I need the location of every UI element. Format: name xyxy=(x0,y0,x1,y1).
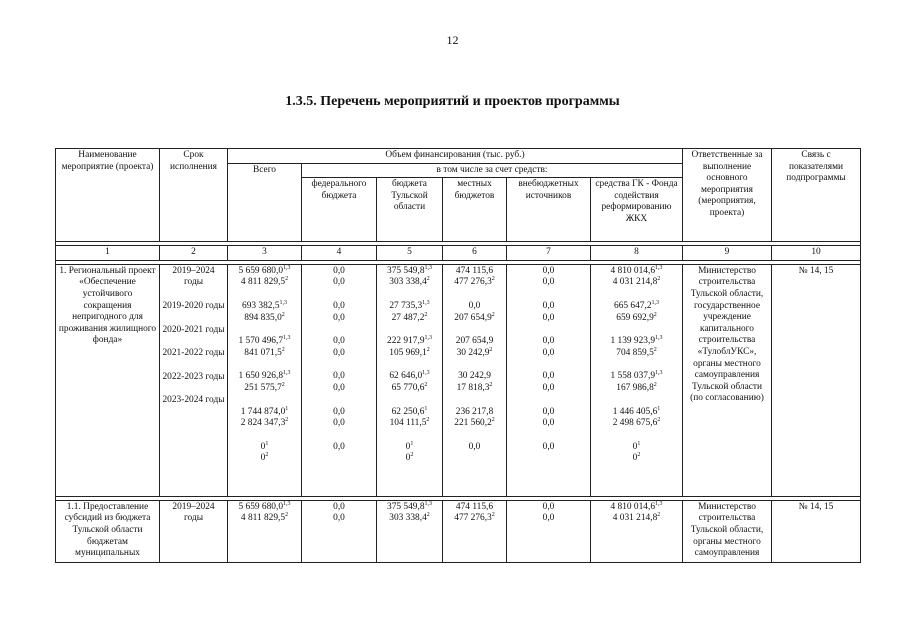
value-text: 0,0 xyxy=(333,347,345,358)
value-text: 894 835,0$^2$ xyxy=(244,311,285,323)
period-block xyxy=(593,301,680,324)
footnote-mark: 2 xyxy=(281,346,285,353)
period-block xyxy=(162,301,225,313)
value-text: 0,0 xyxy=(468,300,481,311)
period-block xyxy=(445,442,504,465)
footnote-mark: 1,3 xyxy=(422,299,430,306)
period-block xyxy=(230,407,299,430)
value-text xyxy=(445,453,504,465)
footnote-mark: 2 xyxy=(281,311,285,318)
footnote-mark: 2 xyxy=(424,311,428,318)
value-text: 0,0 xyxy=(333,382,345,393)
value-text: 2 824 347,3$^2$ xyxy=(240,417,289,429)
footnote-mark: 2 xyxy=(424,381,428,388)
value-text: 0,0 xyxy=(468,441,481,452)
footnote-mark: 2 xyxy=(491,276,495,283)
value-text: 0,0 xyxy=(542,300,555,311)
footnote-mark: 1 xyxy=(410,440,414,447)
page-number: 12 xyxy=(446,33,459,47)
value-text: 62 646,0$^{1,3}$ xyxy=(389,370,430,382)
value-text: 1 744 874,0$^1$ xyxy=(240,405,289,417)
value-text: 1 558 037,9$^{1,3}$ xyxy=(610,370,663,382)
value-text: 17 818,3$^2$ xyxy=(456,381,493,393)
value-text: 665 647,2$^{1,3}$ xyxy=(614,299,659,311)
period-block xyxy=(593,407,680,430)
footnote-mark: 2 xyxy=(426,417,430,423)
value-text: 104 111,5$^2$ xyxy=(389,417,430,429)
period-block xyxy=(230,502,299,525)
footnote-mark: 1,3 xyxy=(283,264,291,271)
header-link: Связь с показателями подпрограммы xyxy=(772,149,861,242)
footnote-mark: 2 xyxy=(637,452,641,459)
value-text: 0,0 xyxy=(542,382,555,393)
footnote-mark: 1,3 xyxy=(422,370,430,377)
value-text: 65 770,6$^2$ xyxy=(391,381,428,393)
period-block xyxy=(509,336,588,359)
header-local: местных бюджетов xyxy=(443,178,507,242)
period-block xyxy=(379,442,440,465)
footnote-mark: 2 xyxy=(285,512,289,519)
row-federal xyxy=(302,264,377,496)
value-text: $0^1$ xyxy=(632,440,641,452)
footnote-mark: 1 xyxy=(637,440,641,447)
value-text: 0,0 xyxy=(333,265,345,276)
period-block xyxy=(445,371,504,394)
footnote-mark: 2 xyxy=(653,311,657,318)
period-block xyxy=(304,502,374,525)
col-number: 8 xyxy=(591,246,683,261)
header-regional: бюджета Тульской области xyxy=(377,178,443,242)
footnote-mark: 1,3 xyxy=(655,264,663,271)
row-extra xyxy=(507,500,591,562)
term-text: 2019-2020 годы xyxy=(162,300,225,311)
value-text: $0^1$ xyxy=(260,440,269,452)
row-responsible: Министерство строительства Тульской области, государственное учреждение капитального строительства «ТулоблУКС», органы местного самоуправления Тульской области (по согласованию) xyxy=(683,264,772,496)
row-link: № 14, 15 xyxy=(772,264,861,496)
footnote-mark: 2 xyxy=(489,346,493,353)
table-row xyxy=(56,500,861,562)
row-terms xyxy=(160,264,228,496)
col-number: 6 xyxy=(443,246,507,261)
header-total: Всего xyxy=(228,163,302,242)
period-block xyxy=(162,395,225,407)
period-block xyxy=(509,266,588,289)
period-block xyxy=(593,502,680,525)
value-text: 0,0 xyxy=(542,418,555,429)
period-block xyxy=(162,266,225,289)
row-local xyxy=(443,500,507,562)
period-block xyxy=(445,407,504,430)
program-table xyxy=(55,148,861,563)
value-text: 0,0 xyxy=(333,406,345,417)
footnote-mark: 2 xyxy=(657,512,661,519)
value-text: 375 549,8$^{1,3}$ xyxy=(387,264,432,276)
value-text: 0,0 xyxy=(333,336,345,347)
period-block xyxy=(304,336,374,359)
value-text: 477 276,3$^2$ xyxy=(454,512,495,524)
footnote-mark: 2 xyxy=(657,276,661,283)
value-text: 4 810 014,6$^{1,3}$ xyxy=(610,264,663,276)
value-text xyxy=(304,453,374,465)
footnote-mark: 2 xyxy=(285,276,289,283)
footnote-mark: 2 xyxy=(489,381,493,388)
value-text: 693 382,5$^{1,3}$ xyxy=(242,299,287,311)
row-fund xyxy=(591,500,683,562)
footnote-mark: 2 xyxy=(653,346,657,353)
period-block xyxy=(379,407,440,430)
value-text: 27 487,2$^2$ xyxy=(391,311,428,323)
period-block xyxy=(162,325,225,337)
period-block xyxy=(445,266,504,289)
footnote-mark: 1 xyxy=(285,405,289,412)
period-block xyxy=(304,266,374,289)
header-federal: федерального бюджета xyxy=(302,178,377,242)
period-block xyxy=(162,502,225,525)
row-responsible: Министерство строительства Тульской области, органы местного самоуправления xyxy=(683,500,772,562)
value-text: $0^2$ xyxy=(632,452,641,464)
value-text: 222 917,9$^{1,3}$ xyxy=(387,335,432,347)
header-extra: внебюджетных источников xyxy=(507,178,591,242)
period-block xyxy=(162,348,225,360)
header-row xyxy=(56,149,861,164)
footnote-mark: 1,3 xyxy=(655,370,663,377)
value-text xyxy=(509,453,588,465)
footnote-mark: 2 xyxy=(265,452,269,459)
footnote-mark: 1 xyxy=(424,405,428,412)
value-text: 221 560,2$^2$ xyxy=(454,417,495,429)
value-text: 62 250,6$^1$ xyxy=(391,405,428,417)
value-text: 704 859,5$^2$ xyxy=(616,346,657,358)
term-text: 2022-2023 годы xyxy=(162,371,225,382)
value-text: 0,0 xyxy=(542,441,555,452)
value-text: 477 276,3$^2$ xyxy=(454,276,495,288)
value-text: 0,0 xyxy=(333,501,345,512)
value-text: 105 969,1$^2$ xyxy=(389,346,430,358)
header-funding: Объем финансирования (тыс. руб.) xyxy=(228,149,683,164)
value-text: 207 654,9 xyxy=(455,336,494,347)
period-block xyxy=(445,502,504,525)
value-text: 659 692,9$^2$ xyxy=(616,311,657,323)
header-term: Срок исполнения xyxy=(160,149,228,242)
value-text: 4 031 214,8$^2$ xyxy=(612,512,661,524)
footnote-mark: 2 xyxy=(426,346,430,353)
col-number: 3 xyxy=(228,246,302,261)
period-block xyxy=(509,502,588,525)
period-block xyxy=(230,336,299,359)
footnote-mark: 1,3 xyxy=(424,264,432,271)
value-text: 0,0 xyxy=(542,265,555,276)
value-text: 167 986,8$^2$ xyxy=(616,381,657,393)
period-block xyxy=(230,301,299,324)
value-text: 303 338,4$^2$ xyxy=(389,512,430,524)
period-block xyxy=(304,407,374,430)
period-block xyxy=(379,336,440,359)
value-text: 0,0 xyxy=(542,371,555,382)
row-local xyxy=(443,264,507,496)
value-text: 0,0 xyxy=(542,347,555,358)
col-number: 4 xyxy=(302,246,377,261)
value-text: 30 242,9 xyxy=(458,371,491,382)
footnote-mark: 2 xyxy=(491,311,495,318)
value-text: 4 811 829,5$^2$ xyxy=(240,276,289,288)
value-text: 0,0 xyxy=(333,371,345,382)
header-responsible: Ответственные за выполнение основного мероприятия (мероприятия, проекта) xyxy=(683,149,772,242)
period-block xyxy=(162,372,225,384)
value-text: 474 115,6 xyxy=(455,265,494,276)
period-block xyxy=(445,301,504,324)
period-block xyxy=(379,502,440,525)
footnote-mark: 1,3 xyxy=(651,299,659,306)
footnote-mark: 2 xyxy=(426,512,430,519)
column-numbers-row xyxy=(56,246,861,261)
value-text: 30 242,9$^2$ xyxy=(456,346,493,358)
value-text: 0,0 xyxy=(542,277,555,288)
period-block xyxy=(593,442,680,465)
period-block xyxy=(593,266,680,289)
period-block xyxy=(304,371,374,394)
period-block xyxy=(509,442,588,465)
footnote-mark: 2 xyxy=(426,276,430,283)
term-text: 2021-2022 годы xyxy=(162,348,225,359)
period-block xyxy=(445,336,504,359)
period-block xyxy=(379,301,440,324)
period-block xyxy=(304,301,374,324)
value-text: 375 549,8$^{1,3}$ xyxy=(387,500,432,512)
period-block xyxy=(304,442,374,465)
footnote-mark: 1,3 xyxy=(655,500,663,507)
footnote-mark: 2 xyxy=(491,417,495,423)
period-block xyxy=(230,371,299,394)
col-number: 5 xyxy=(377,246,443,261)
col-number: 10 xyxy=(772,246,861,261)
term-text: 2019–2024 годы xyxy=(172,501,215,524)
period-block xyxy=(509,407,588,430)
term-text: 2019–2024 годы xyxy=(172,265,215,288)
footnote-mark: 2 xyxy=(653,381,657,388)
value-text: 1 446 405,6$^1$ xyxy=(612,405,661,417)
footnote-mark: 2 xyxy=(410,452,414,459)
value-text: 0,0 xyxy=(333,513,345,524)
page-title: 1.3.5. Перечень мероприятий и проектов программы xyxy=(285,94,620,109)
row-link: № 14, 15 xyxy=(772,500,861,562)
value-text: 303 338,4$^2$ xyxy=(389,276,430,288)
value-text: 0,0 xyxy=(333,300,345,311)
value-text: 5 659 680,0$^{1,3}$ xyxy=(238,500,291,512)
value-text: 841 071,5$^2$ xyxy=(244,346,285,358)
footnote-mark: 1,3 xyxy=(424,335,432,342)
value-text: 4 810 014,6$^{1,3}$ xyxy=(610,500,663,512)
period-block xyxy=(379,371,440,394)
footnote-mark: 1,3 xyxy=(283,335,291,342)
value-text: 5 659 680,0$^{1,3}$ xyxy=(238,264,291,276)
term-text: 2020-2021 годы xyxy=(162,324,225,335)
table-row xyxy=(56,264,861,496)
row-name: 1. Региональный проект «Обеспечение устойчивого сокращения непригодного для проживания жилищного фонда» xyxy=(56,264,160,496)
footnote-mark: 1,3 xyxy=(655,335,663,342)
row-extra xyxy=(507,264,591,496)
value-text: 4 031 214,8$^2$ xyxy=(612,276,661,288)
row-federal xyxy=(302,500,377,562)
footnote-mark: 1,3 xyxy=(279,299,287,306)
value-text: 251 575,7$^2$ xyxy=(244,381,285,393)
row-terms xyxy=(160,500,228,562)
footnote-mark: 2 xyxy=(285,417,289,423)
value-text: 0,0 xyxy=(333,277,345,288)
row-fund xyxy=(591,264,683,496)
value-text: 4 811 829,5$^2$ xyxy=(240,512,289,524)
value-text: $0^2$ xyxy=(260,452,269,464)
header-fund: средства ГК - Фонда содействия реформированию ЖКХ xyxy=(591,178,683,242)
value-text: 207 654,9$^2$ xyxy=(454,311,495,323)
footnote-mark: 1 xyxy=(265,440,269,447)
value-text: 0,0 xyxy=(542,406,555,417)
value-text: 1 570 496,7$^{1,3}$ xyxy=(238,335,291,347)
value-text: $0^1$ xyxy=(405,440,414,452)
col-number: 7 xyxy=(507,246,591,261)
footnote-mark: 1,3 xyxy=(424,500,432,507)
col-number: 2 xyxy=(160,246,228,261)
period-block xyxy=(593,336,680,359)
footnote-mark: 2 xyxy=(657,417,661,423)
footnote-mark: 1,3 xyxy=(283,500,291,507)
value-text: 0,0 xyxy=(333,418,345,429)
header-name: Наименование мероприятие (проекта) xyxy=(56,149,160,242)
value-text: 0,0 xyxy=(333,312,345,323)
value-text: 0,0 xyxy=(333,441,345,452)
footnote-mark: 1,3 xyxy=(283,370,291,377)
row-regional xyxy=(377,500,443,562)
value-text: 474 115,6 xyxy=(455,501,494,512)
col-number: 9 xyxy=(683,246,772,261)
period-block xyxy=(509,301,588,324)
term-text: 2023-2024 годы xyxy=(162,395,225,406)
footnote-mark: 2 xyxy=(281,381,285,388)
footnote-mark: 2 xyxy=(491,512,495,519)
period-block xyxy=(379,266,440,289)
period-block xyxy=(230,442,299,465)
value-text: 236 217,8 xyxy=(455,406,494,417)
period-block xyxy=(593,371,680,394)
period-block xyxy=(230,266,299,289)
value-text: 27 735,3$^{1,3}$ xyxy=(389,299,430,311)
value-text: 0,0 xyxy=(542,513,555,524)
row-name: 1.1. Предоставление субсидий из бюджета Тульской области бюджетам муниципальных xyxy=(56,500,160,562)
value-text: 1 650 926,8$^{1,3}$ xyxy=(238,370,291,382)
period-block xyxy=(509,371,588,394)
row-regional xyxy=(377,264,443,496)
header-including: в том числе за счет средств: xyxy=(302,163,683,178)
value-text: 0,0 xyxy=(542,336,555,347)
value-text: 1 139 923,9$^{1,3}$ xyxy=(610,335,663,347)
footnote-mark: 1 xyxy=(657,405,661,412)
value-text: 2 498 675,6$^2$ xyxy=(612,417,661,429)
value-text: 0,0 xyxy=(542,501,555,512)
row-total xyxy=(228,500,302,562)
row-total xyxy=(228,264,302,496)
value-text: 0,0 xyxy=(542,312,555,323)
col-number: 1 xyxy=(56,246,160,261)
value-text: $0^2$ xyxy=(405,452,414,464)
